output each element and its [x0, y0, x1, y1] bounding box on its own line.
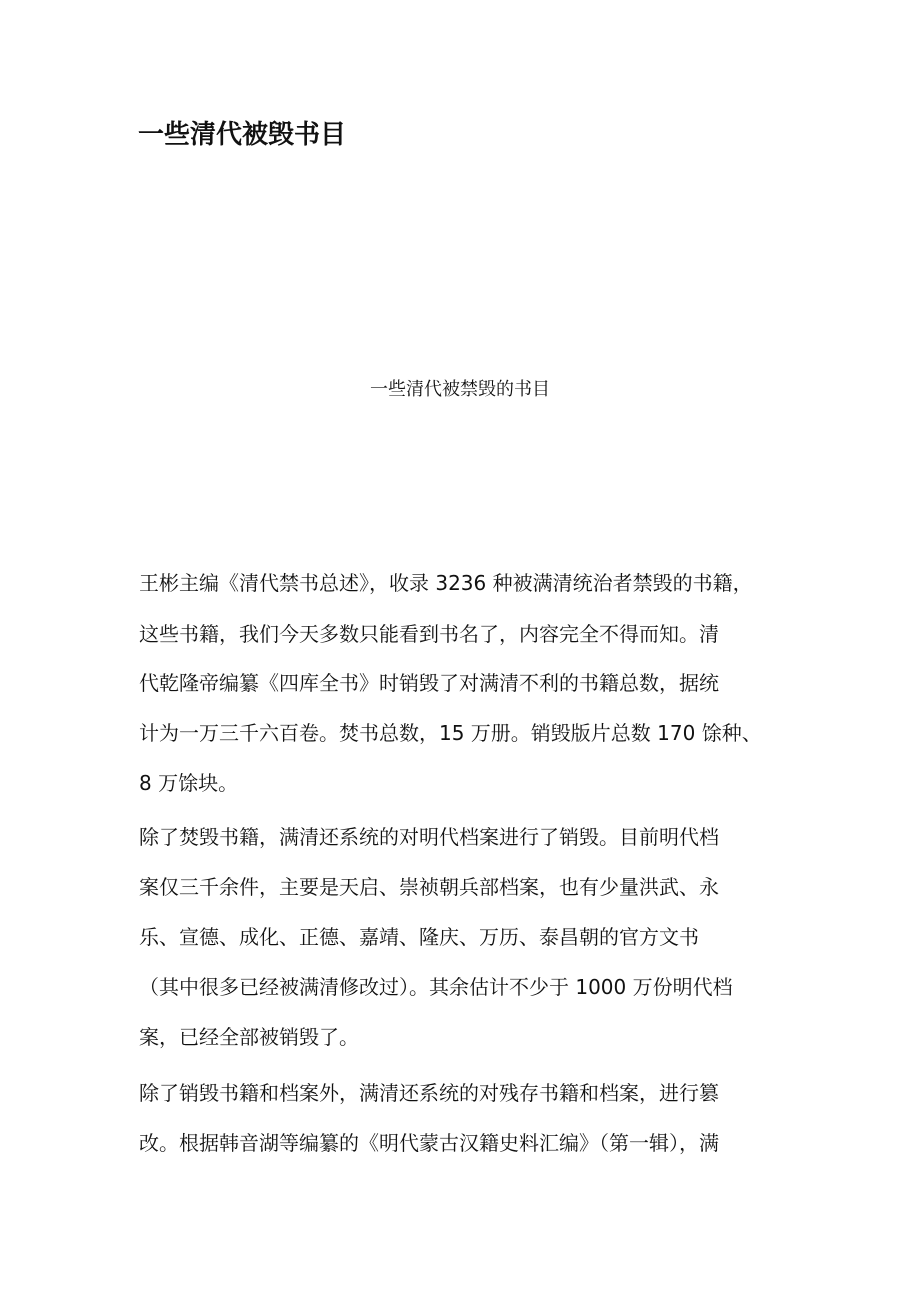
document-subtitle: 一些清代被禁毁的书目 [370, 379, 550, 400]
paragraph-line: 除了销毁书籍和档案外，满清还系统的对残存书籍和档案，进行篡 [139, 1081, 719, 1105]
paragraph-line: 代乾隆帝编纂《四库全书》时销毁了对满清不利的书籍总数，据统 [139, 671, 719, 695]
paragraph-line: 改。根据韩音湖等编纂的《明代蒙古汉籍史料汇编》（第一辑），满 [139, 1131, 719, 1155]
paragraph-line: 这些书籍，我们今天多数只能看到书名了，内容完全不得而知。清 [139, 622, 719, 646]
paragraph-line: 案仅三千余件，主要是天启、崇祯朝兵部档案，也有少量洪武、永 [139, 875, 719, 899]
paragraph-line: 除了焚毁书籍，满清还系统的对明代档案进行了销毁。目前明代档 [139, 825, 719, 849]
document-title: 一些清代被毁书目 [138, 120, 347, 150]
paragraph-line: 王彬主编《清代禁书总述》，收录 3236 种被满清统治者禁毁的书籍， [139, 571, 753, 595]
paragraph-line: 计为一万三千六百卷。焚书总数，15 万册。销毁版片总数 170 馀种、 [139, 721, 762, 745]
paragraph-line: （其中很多已经被满清修改过）。其余估计不少于 1000 万份明代档 [139, 975, 733, 999]
paragraph-line: 案，已经全部被销毁了。 [139, 1025, 359, 1049]
paragraph-line: 8 万馀块。 [139, 771, 239, 795]
paragraph-line: 乐、宣德、成化、正德、嘉靖、隆庆、万历、泰昌朝的官方文书 [139, 925, 699, 949]
